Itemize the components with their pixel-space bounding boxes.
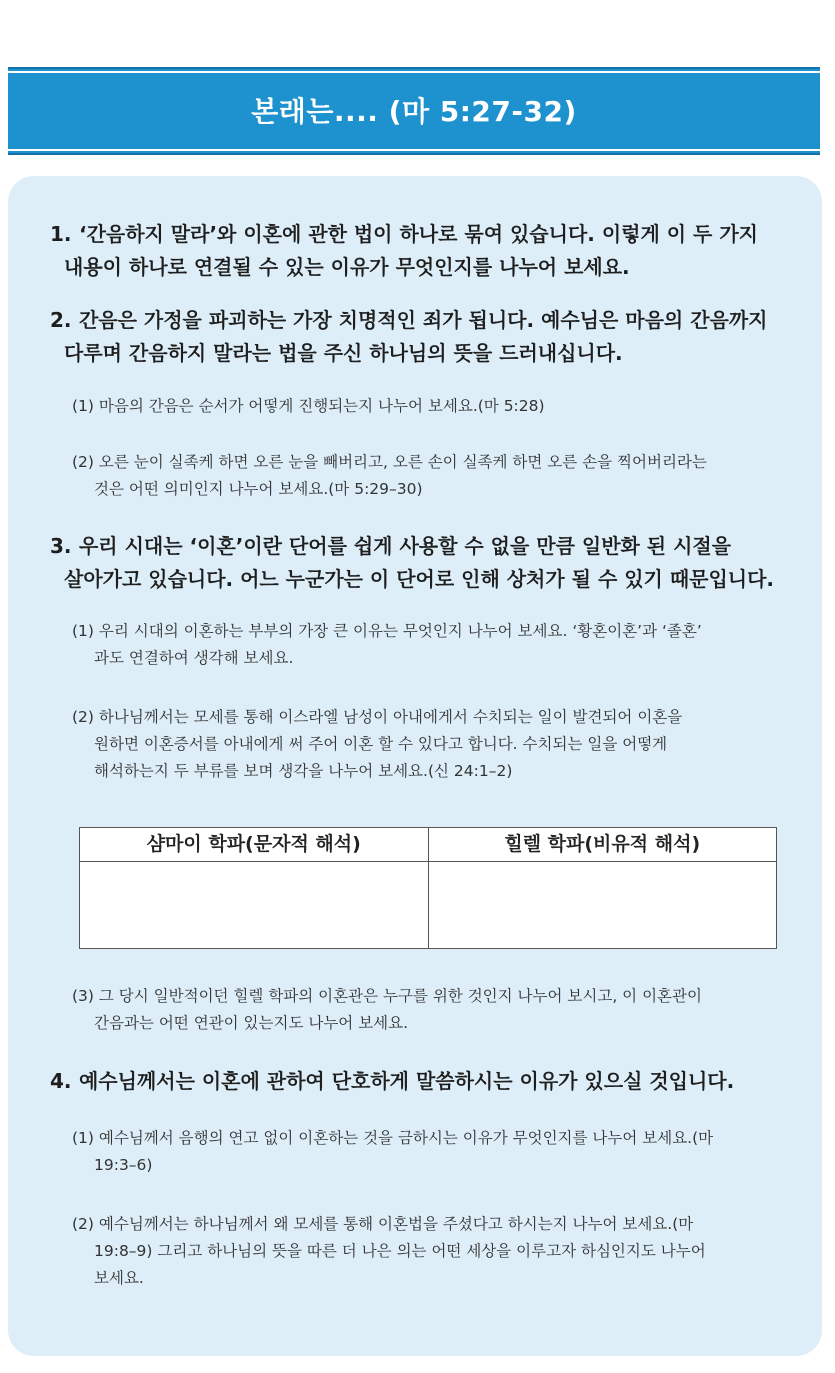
question-text: ‘간음하지 말라’와 이혼에 관한 법이 하나로 묶여 있습니다. 이렇게 이 두 가지 [78, 222, 758, 246]
sub-question-text: 것은 어떤 의미인지 나누어 보세요.(마 5:29–30) [94, 480, 423, 498]
sub-question-text: 해석하는지 두 부류를 보며 생각을 나누어 보세요.(신 24:1–2) [94, 762, 513, 780]
sub-question-text: (1) 우리 시대의 이혼하는 부부의 가장 큰 이유는 무엇인지 나누어 보세요. ‘황혼이혼’과 ‘졸혼’ [72, 622, 702, 640]
table-row [80, 862, 776, 949]
question-number: 2. [50, 308, 72, 332]
question-text: 예수님께서는 이혼에 관하여 단호하게 말씀하시는 이유가 있으실 것입니다. [78, 1069, 735, 1093]
sub-question-text: 19:8–9) 그리고 하나님의 뜻을 따른 더 나은 의는 어떤 세상을 이루고자 하심인지도 나누어 [94, 1242, 706, 1260]
sub-question-2-1 [72, 393, 784, 420]
page-title: 본래는.... (마 5:27-32) [251, 95, 577, 128]
sub-question-text: (1) 예수님께서 음행의 연고 없이 이혼하는 것을 금하시는 이유가 무엇인지를 나누어 보세요.(마 [72, 1129, 714, 1147]
sub-question-text: (1) 마음의 간음은 순서가 어떻게 진행되는지 나누어 보세요.(마 5:28) [72, 397, 545, 415]
table-cell-hillel[interactable] [429, 862, 777, 949]
sub-question-2-2 [72, 449, 784, 503]
sub-question-text: 과도 연결하여 생각해 보세요. [94, 649, 294, 667]
question-text: 우리 시대는 ‘이혼’이란 단어를 쉽게 사용할 수 없을 만큼 일반화 된 시절을 [78, 534, 732, 558]
question-2 [50, 304, 790, 370]
question-3 [50, 530, 790, 596]
header-bar [8, 67, 820, 155]
table-cell-shammai[interactable] [80, 862, 429, 949]
sub-question-3-3 [72, 983, 784, 1037]
sub-question-text: 보세요. [94, 1269, 144, 1287]
sub-question-text: 19:3–6) [94, 1156, 153, 1174]
sub-question-text: (2) 예수님께서는 하나님께서 왜 모세를 통해 이혼법을 주셨다고 하시는지 나누어 보세요.(마 [72, 1215, 694, 1233]
school-comparison-table [79, 827, 777, 949]
question-number: 1. [50, 222, 72, 246]
table-header-shammai: 샴마이 학파(문자적 해석) [80, 828, 429, 861]
sub-question-3-1 [72, 618, 784, 672]
sub-question-text: 간음과는 어떤 연관이 있는지도 나누어 보세요. [94, 1014, 409, 1032]
sub-question-3-2 [72, 704, 784, 785]
sub-question-text: (2) 오른 눈이 실족케 하면 오른 눈을 빼버리고, 오른 손이 실족케 하면 오른 손을 찍어버리라는 [72, 453, 707, 471]
question-number: 4. [50, 1069, 72, 1093]
sub-question-text: 원하면 이혼증서를 아내에게 써 주어 이혼 할 수 있다고 합니다. 수치되는 일을 어떻게 [94, 735, 668, 753]
question-text: 내용이 하나로 연결될 수 있는 이유가 무엇인지를 나누어 보세요. [64, 255, 630, 279]
sub-question-text: (3) 그 당시 일반적이던 힐렐 학파의 이혼관은 누구를 위한 것인지 나누어 보시고, 이 이혼관이 [72, 987, 702, 1005]
question-number: 3. [50, 534, 72, 558]
sub-question-4-1 [72, 1125, 784, 1179]
question-4 [50, 1065, 790, 1098]
question-text: 다루며 간음하지 말라는 법을 주신 하나님의 뜻을 드러내십니다. [64, 341, 623, 365]
table-header-hillel: 힐렐 학파(비유적 해석) [504, 833, 701, 855]
question-text: 간음은 가정을 파괴하는 가장 치명적인 죄가 됩니다. 예수님은 마음의 간음까지 [78, 308, 768, 332]
sub-question-text: (2) 하나님께서는 모세를 통해 이스라엘 남성이 아내에게서 수치되는 일이 발견되어 이혼을 [72, 708, 683, 726]
sub-question-4-2 [72, 1211, 784, 1292]
question-1 [50, 218, 790, 284]
question-text: 살아가고 있습니다. 어느 누군가는 이 단어로 인해 상처가 될 수 있기 때문입니다. [64, 567, 775, 591]
table-header-row [80, 828, 776, 862]
